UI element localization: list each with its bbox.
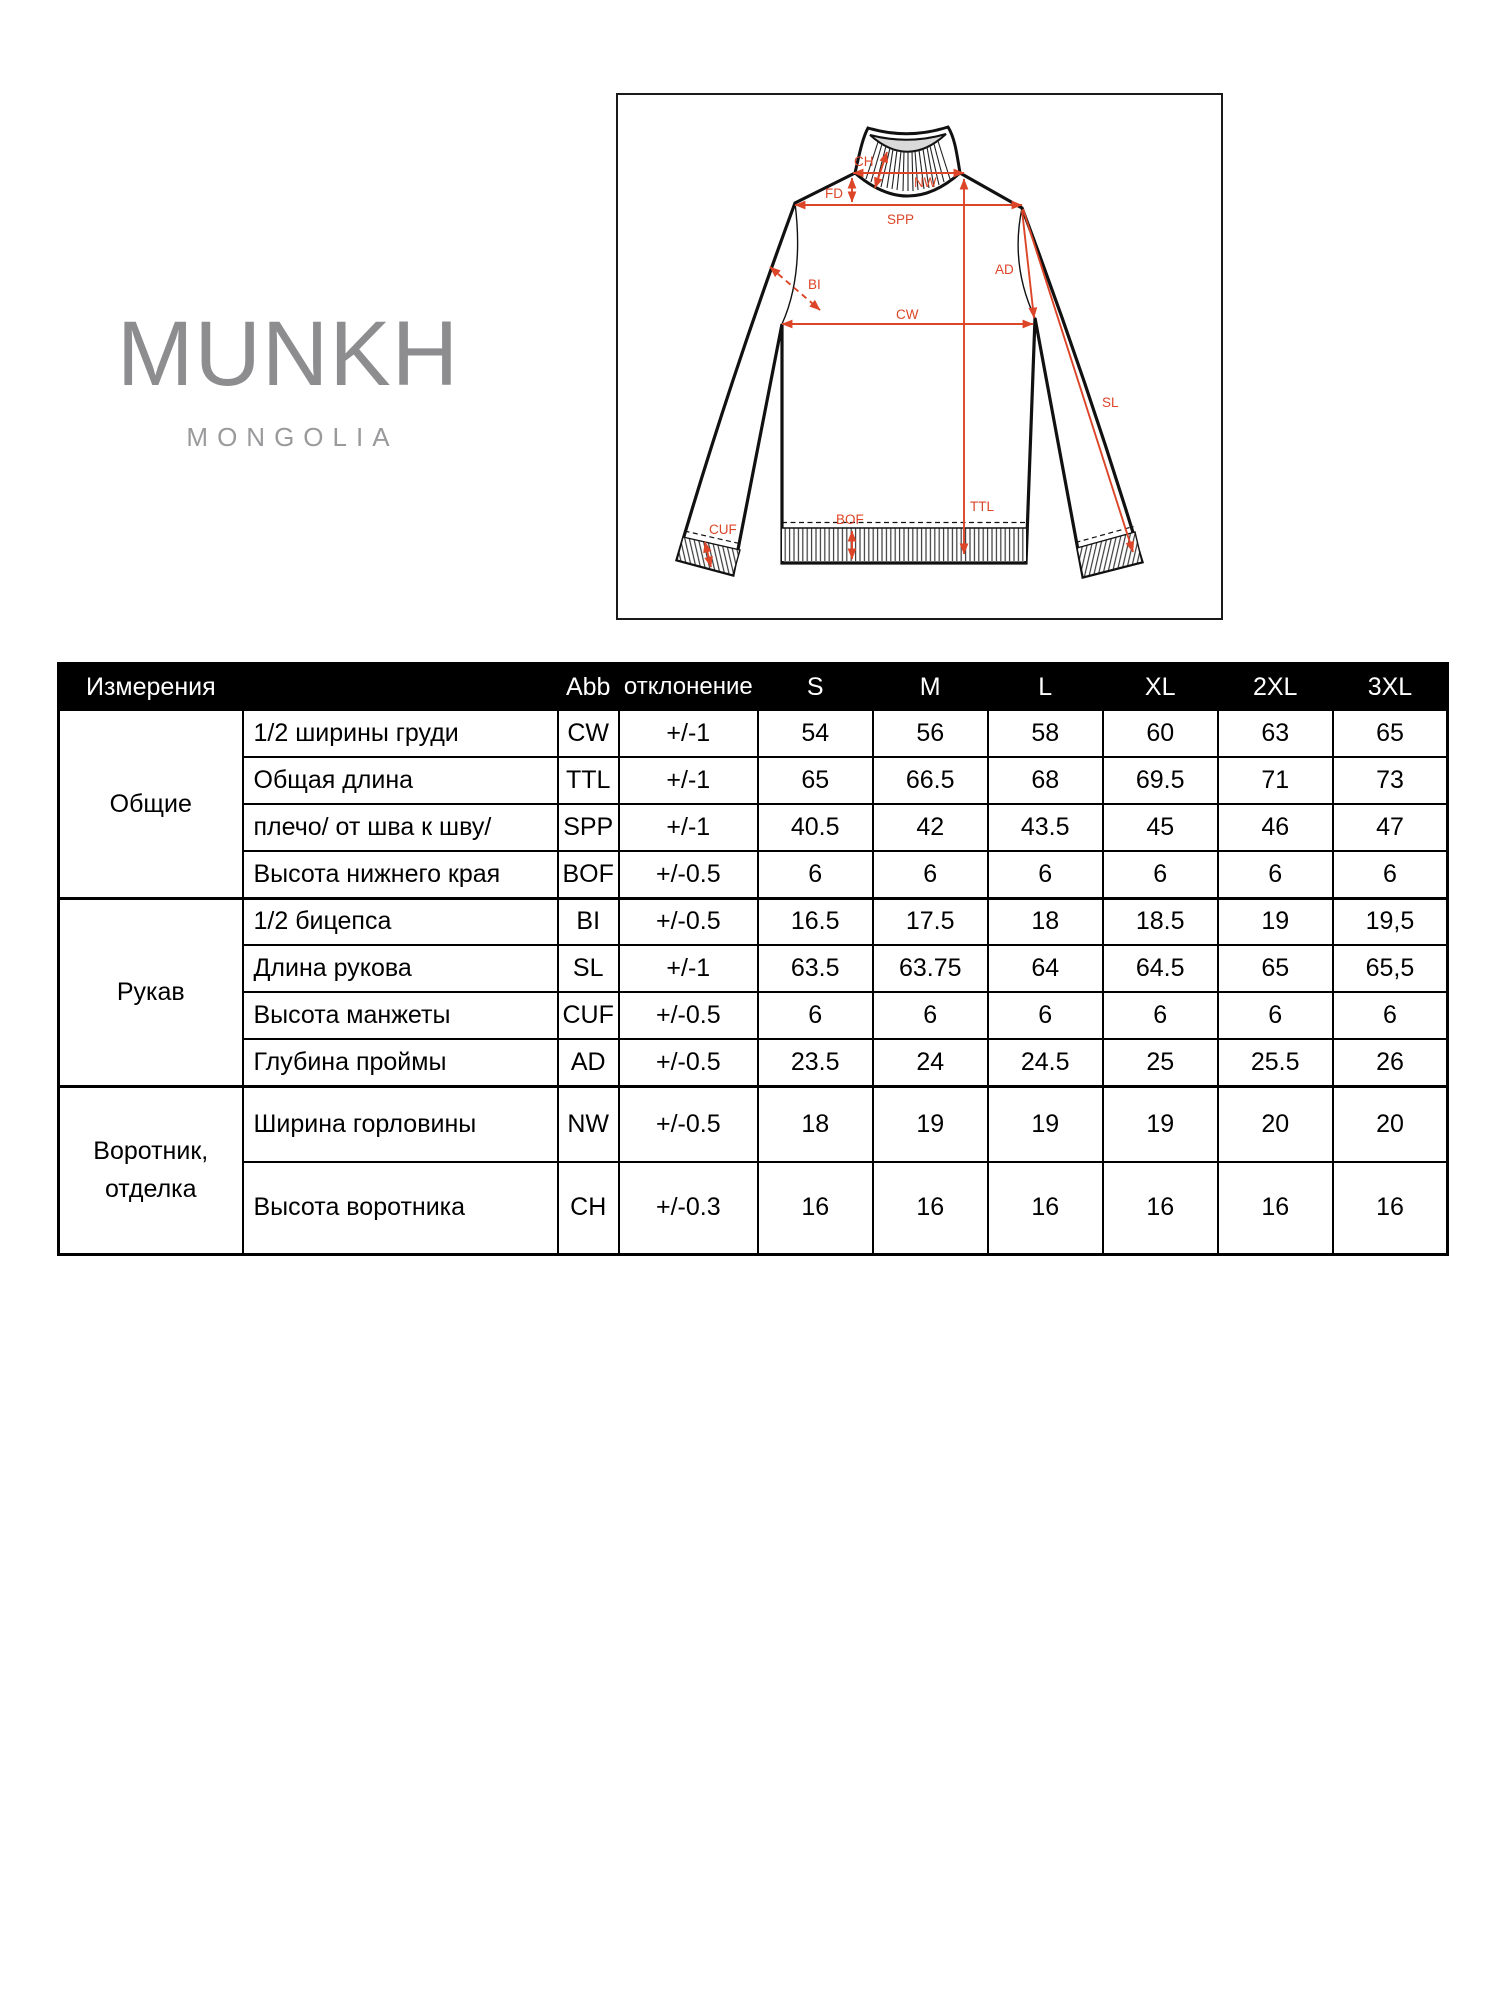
row-label: Высота манжеты: [243, 992, 558, 1039]
row-tolerance: +/-1: [619, 804, 758, 851]
value-cell: 65: [1218, 945, 1333, 992]
bi-label: BI: [808, 277, 821, 292]
logo-text: MUNKH: [116, 303, 460, 405]
value-cell: 6: [1103, 851, 1218, 898]
value-cell: 20: [1333, 1086, 1448, 1162]
row-abb: CUF: [558, 992, 619, 1039]
bottom-rib: [782, 523, 1026, 562]
table-row: [59, 1039, 1448, 1086]
table-row: [59, 804, 1448, 851]
value-cell: 17.5: [873, 898, 988, 945]
value-cell: 6: [1218, 992, 1333, 1039]
value-cell: 64: [988, 945, 1103, 992]
row-tolerance: +/-0.3: [619, 1162, 758, 1254]
group-cell-general: Общие: [59, 710, 243, 898]
value-cell: 16: [758, 1162, 873, 1254]
ttl-label: TTL: [970, 499, 995, 514]
table-row: [59, 1086, 1448, 1162]
value-cell: 46: [1218, 804, 1333, 851]
value-cell: 47: [1333, 804, 1448, 851]
value-cell: 40.5: [758, 804, 873, 851]
header-abb: Abb: [558, 664, 619, 711]
value-cell: 6: [1333, 851, 1448, 898]
value-cell: 16: [1333, 1162, 1448, 1254]
ch-label: CH: [854, 154, 874, 169]
table-row: [59, 1162, 1448, 1254]
header-size-xl: XL: [1103, 664, 1218, 711]
value-cell: 16: [873, 1162, 988, 1254]
row-tolerance: +/-0.5: [619, 898, 758, 945]
group-cell-sleeve: Рукав: [59, 898, 243, 1086]
row-abb: NW: [558, 1086, 619, 1162]
value-cell: 54: [758, 710, 873, 757]
row-abb: SPP: [558, 804, 619, 851]
row-label: 1/2 ширины груди: [243, 710, 558, 757]
value-cell: 18: [758, 1086, 873, 1162]
bof-label: BOF: [836, 512, 864, 527]
value-cell: 16: [1218, 1162, 1333, 1254]
header-size-l: L: [988, 664, 1103, 711]
value-cell: 63: [1218, 710, 1333, 757]
value-cell: 42: [873, 804, 988, 851]
sweater-sketch-svg: [616, 93, 1223, 620]
value-cell: 18: [988, 898, 1103, 945]
value-cell: 56: [873, 710, 988, 757]
value-cell: 6: [1218, 851, 1333, 898]
value-cell: 60: [1103, 710, 1218, 757]
table-row: [59, 992, 1448, 1039]
row-label: Ширина горловины: [243, 1086, 558, 1162]
size-table: [57, 662, 1449, 1256]
row-abb: BOF: [558, 851, 619, 898]
value-cell: 58: [988, 710, 1103, 757]
value-cell: 16: [1103, 1162, 1218, 1254]
row-label: плечо/ от шва к шву/: [243, 804, 558, 851]
value-cell: 6: [873, 992, 988, 1039]
value-cell: 68: [988, 757, 1103, 804]
table-header-row: [59, 664, 1448, 711]
row-tolerance: +/-0.5: [619, 851, 758, 898]
value-cell: 20: [1218, 1086, 1333, 1162]
table-row: [59, 757, 1448, 804]
value-cell: 25: [1103, 1039, 1218, 1086]
row-tolerance: +/-1: [619, 945, 758, 992]
row-label: Высота нижнего края: [243, 851, 558, 898]
ad-label: AD: [995, 262, 1014, 277]
value-cell: 65: [758, 757, 873, 804]
brand-logo: [90, 303, 486, 453]
value-cell: 73: [1333, 757, 1448, 804]
row-abb: TTL: [558, 757, 619, 804]
row-abb: BI: [558, 898, 619, 945]
cuf-label: CUF: [709, 522, 737, 537]
value-cell: 26: [1333, 1039, 1448, 1086]
row-label: Длина рукова: [243, 945, 558, 992]
value-cell: 19: [988, 1086, 1103, 1162]
value-cell: 6: [758, 851, 873, 898]
row-abb: SL: [558, 945, 619, 992]
value-cell: 16: [988, 1162, 1103, 1254]
spp-label: SPP: [887, 212, 915, 227]
sl-label: SL: [1102, 395, 1119, 410]
value-cell: 19: [1103, 1086, 1218, 1162]
value-cell: 45: [1103, 804, 1218, 851]
value-cell: 6: [988, 992, 1103, 1039]
header-size-m: M: [873, 664, 988, 711]
table-row: [59, 945, 1448, 992]
row-abb: AD: [558, 1039, 619, 1086]
value-cell: 63.5: [758, 945, 873, 992]
value-cell: 6: [758, 992, 873, 1039]
value-cell: 64.5: [1103, 945, 1218, 992]
value-cell: 6: [1103, 992, 1218, 1039]
table-row: [59, 898, 1448, 945]
row-abb: CH: [558, 1162, 619, 1254]
row-tolerance: +/-0.5: [619, 1086, 758, 1162]
value-cell: 23.5: [758, 1039, 873, 1086]
value-cell: 18.5: [1103, 898, 1218, 945]
sweater-measurement-diagram: [616, 93, 1223, 620]
value-cell: 24.5: [988, 1039, 1103, 1086]
nw-label: NW: [914, 175, 937, 190]
value-cell: 19: [873, 1086, 988, 1162]
header-tolerance: отклонение: [619, 664, 758, 711]
value-cell: 63.75: [873, 945, 988, 992]
row-tolerance: +/-1: [619, 710, 758, 757]
row-tolerance: +/-0.5: [619, 992, 758, 1039]
row-abb: CW: [558, 710, 619, 757]
header-size-3xl: 3XL: [1333, 664, 1448, 711]
row-label: Глубина проймы: [243, 1039, 558, 1086]
value-cell: 19,5: [1333, 898, 1448, 945]
value-cell: 6: [1333, 992, 1448, 1039]
fd-label: FD: [825, 186, 843, 201]
value-cell: 69.5: [1103, 757, 1218, 804]
value-cell: 25.5: [1218, 1039, 1333, 1086]
header-size-s: S: [758, 664, 873, 711]
value-cell: 66.5: [873, 757, 988, 804]
cw-label: CW: [896, 307, 919, 322]
row-tolerance: +/-1: [619, 757, 758, 804]
value-cell: 16.5: [758, 898, 873, 945]
value-cell: 71: [1218, 757, 1333, 804]
table-row: [59, 851, 1448, 898]
value-cell: 6: [873, 851, 988, 898]
value-cell: 6: [988, 851, 1103, 898]
row-label: 1/2 бицепса: [243, 898, 558, 945]
logo-subtext: MONGOLIA: [186, 422, 399, 452]
value-cell: 24: [873, 1039, 988, 1086]
value-cell: 43.5: [988, 804, 1103, 851]
row-label: Общая длина: [243, 757, 558, 804]
table-row: [59, 710, 1448, 757]
row-tolerance: +/-0.5: [619, 1039, 758, 1086]
value-cell: 65: [1333, 710, 1448, 757]
row-label: Высота воротника: [243, 1162, 558, 1254]
value-cell: 19: [1218, 898, 1333, 945]
header-measurements: Измерения: [59, 664, 558, 711]
value-cell: 65,5: [1333, 945, 1448, 992]
header-size-2xl: 2XL: [1218, 664, 1333, 711]
group-cell-collar: Воротник, отделка: [59, 1086, 243, 1254]
